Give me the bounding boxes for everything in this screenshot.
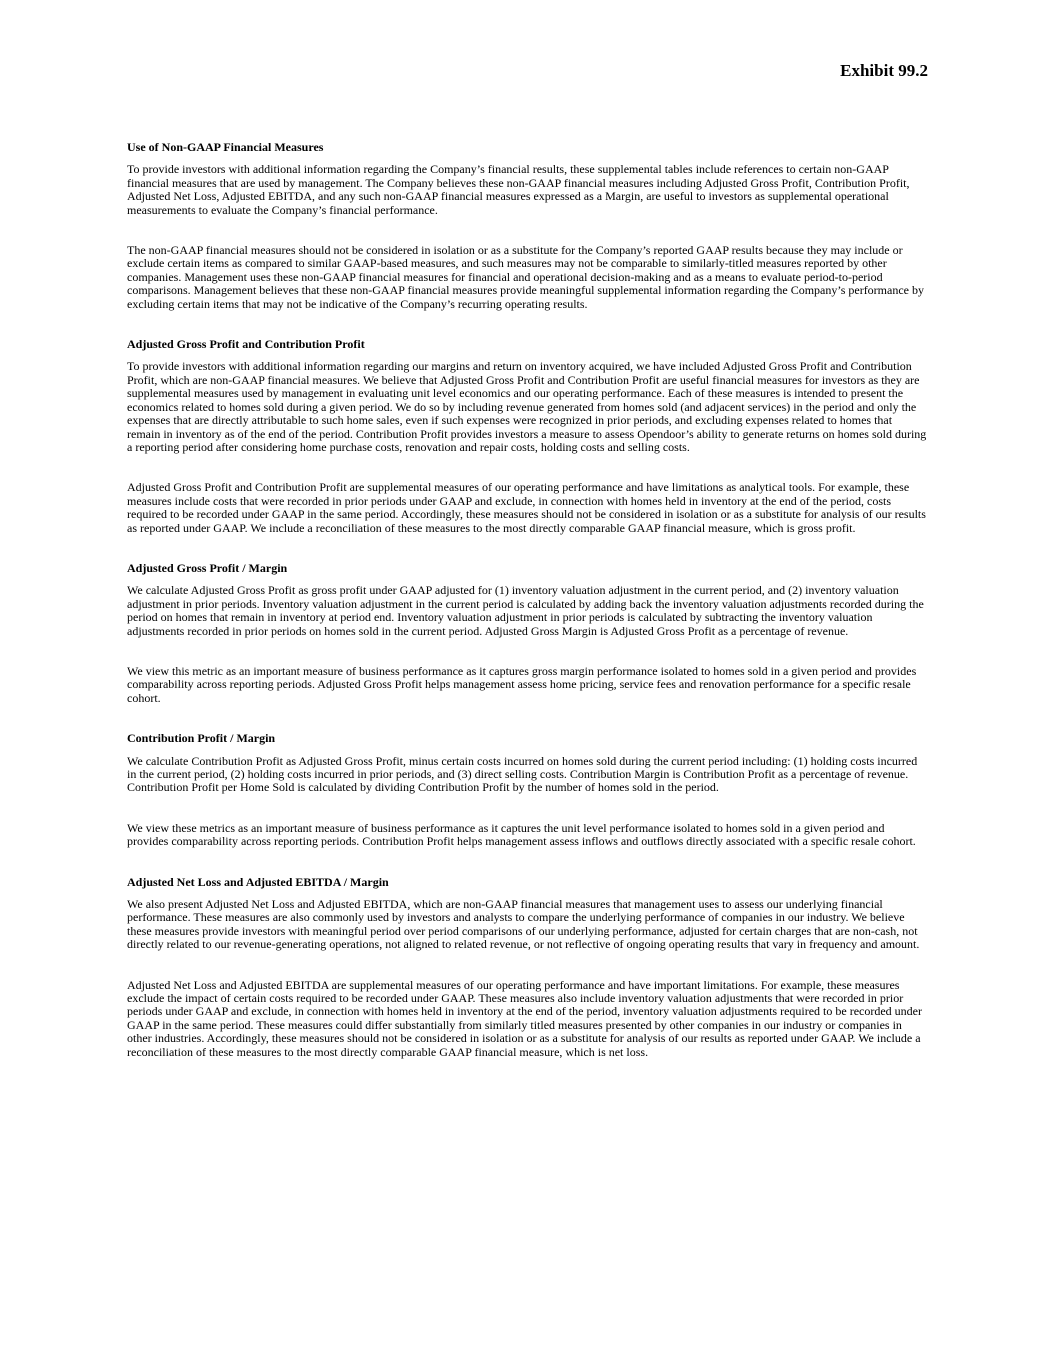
section-heading-use-of-non-gaap: Use of Non-GAAP Financial Measures <box>127 140 324 154</box>
section-adjusted-gross-profit-and-contribution-profit <box>127 338 928 535</box>
paragraph: Adjusted Net Loss and Adjusted EBITDA are supplemental measures of our operating performance and have important limitations. For example, these measures exclude the impact of certain costs required to be recorded under GAAP. These measures also include inventory valuation adjustments that were recorded in prior periods under GAAP and exclude, in connection with homes held in inventory at the end of the period, inventory valuation adjustments required to be recorded under GAAP in the same period. These measures could differ substantially from similarly titled measures presented by other companies in our industry or companies in other industries. Accordingly, these measures should not be considered in isolation or as a substitute for analysis of our results as reported under GAAP. We include a reconciliation of these measures to the most directly comparable GAAP financial measure, which is net loss. <box>127 977 923 1059</box>
paragraph: We calculate Contribution Profit as Adjusted Gross Profit, minus certain costs incurred on homes sold during the current period including: (1) holding costs incurred in the current period, (2) holding costs incurred in prior periods, and (3) direct selling costs. Contribution Margin is Contribution Profit as a percentage of revenue. Contribution Profit per Home Sold is calculated by dividing Contribution Profit by the number of homes sold in the period. <box>127 753 918 795</box>
paragraph: To provide investors with additional information regarding the Company’s financial results, these supplemental tables include references to certain non-GAAP financial measures that are used by management. The Company believes these non-GAAP financial measures including Adjusted Gross Profit, Contribution Profit, Adjusted Net Loss, Adjusted EBITDA, and any such non-GAAP financial measures expressed as a Margin, are useful to investors as supplemental operational measurements to evaluate the Company’s financial performance. <box>127 162 910 217</box>
paragraph: We also present Adjusted Net Loss and Adjusted EBITDA, which are non-GAAP financial measures that management uses to assess our underlying financial performance. These measures are also commonly used by investors and analysts to compare the underlying performance of companies in our industry. We believe these measures provide investors with meaningful period over period comparisons of our underlying performance, adjusted for certain charges that are non-cash, not directly related to our revenue-generating operations, not aligned to related revenue, or not reflective of ongoing operating results that vary in frequency and amount. <box>127 897 920 952</box>
section-heading-adjusted-gross-profit-and-contribution-profit: Adjusted Gross Profit and Contribution Profit <box>127 337 365 352</box>
paragraph: We calculate Adjusted Gross Profit as gross profit under GAAP adjusted for (1) inventory valuation adjustment in the current period, and (2) inventory valuation adjustment in prior periods. Inventory valuation adjustment in the current period is calculated by adding back the inventory valuation adjustments recorded during the period on homes that remain in inventory at period end. Inventory valuation adjustment in prior periods is calculated by subtracting the inventory valuation adjustments recorded in prior periods on homes sold in the current period. Adjusted Gross Margin is Adjusted Gross Profit as a percentage of revenue. <box>127 583 924 638</box>
exhibit-number-label: Exhibit 99.2 <box>840 61 928 80</box>
section-heading-adjusted-gross-profit-margin: Adjusted Gross Profit / Margin <box>127 560 288 575</box>
section-adjusted-gross-profit-margin <box>127 562 928 705</box>
section-adjusted-net-loss-and-adjusted-ebitda-margin <box>127 876 928 1059</box>
document-content <box>127 60 928 1086</box>
paragraph: The non-GAAP financial measures should not be considered in isolation or as a substitute for the Company’s reported GAAP results because they may include or exclude certain items as compared to similar GAAP-based measures, and such measures may not be comparable to similarly-titled measures reported by other companies. Management uses these non-GAAP financial measures for financial and operational decision-making and as a means to evaluate period-to-period comparisons. Management believes that these non-GAAP financial measures provide meaningful supplemental information regarding the Company’s performance by excluding certain items that may not be indicative of the Company’s recurring operating results. <box>127 243 924 311</box>
section-use-of-non-gaap <box>127 141 928 311</box>
section-heading-adjusted-net-loss-and-adjusted-ebitda-margin: Adjusted Net Loss and Adjusted EBITDA / Margin <box>127 874 389 889</box>
paragraph: We view these metrics as an important measure of business performance as it captures the unit level performance isolated to homes sold in a given period and provides comparability across reporting periods. Contribution Profit helps management assess inflows and outflows directly associated with a specific resale cohort. <box>127 820 916 849</box>
paragraph: Adjusted Gross Profit and Contribution Profit are supplemental measures of our operating performance and have limitations as analytical tools. For example, these measures include costs that were recorded in prior periods under GAAP and exclude, in connection with homes held in inventory at the end of the period, costs required to be recorded under GAAP in the same period. Accordingly, these measures should not be considered in isolation or as a substitute for analysis of our results as reported under GAAP. We include a reconciliation of these measures to the most directly comparable GAAP financial measure, which is gross profit. <box>127 480 926 535</box>
section-heading-contribution-profit-margin: Contribution Profit / Margin <box>127 731 276 746</box>
section-contribution-profit-margin <box>127 732 928 848</box>
paragraph: To provide investors with additional information regarding our margins and return on inventory acquired, we have included Adjusted Gross Profit and Contribution Profit, which are non-GAAP financial measures. We believe that Adjusted Gross Profit and Contribution Profit are useful financial measures for investors as they are supplemental measures used by management in evaluating unit level economics and our operating performance. Each of these measures is intended to present the economics related to homes sold during a given period. We do so by including revenue generated from homes sold (and adjacent services) in the period and only the expenses that are directly attributable to such home sales, even if such expenses were recognized in prior periods, and excluding expenses related to homes that remain in inventory as of the end of the period. Contribution Profit provides investors a measure to assess Opendoor’s ability to generate returns on homes sold during a reporting period after considering home purchase costs, renovation and repair costs, holding costs and selling costs. <box>127 359 927 454</box>
paragraph: We view this metric as an important measure of business performance as it captures gross margin performance isolated to homes sold in a given period and provides comparability across reporting periods. Adjusted Gross Profit helps management assess home pricing, service fees and renovation performance for a specific resale cohort. <box>127 663 917 705</box>
